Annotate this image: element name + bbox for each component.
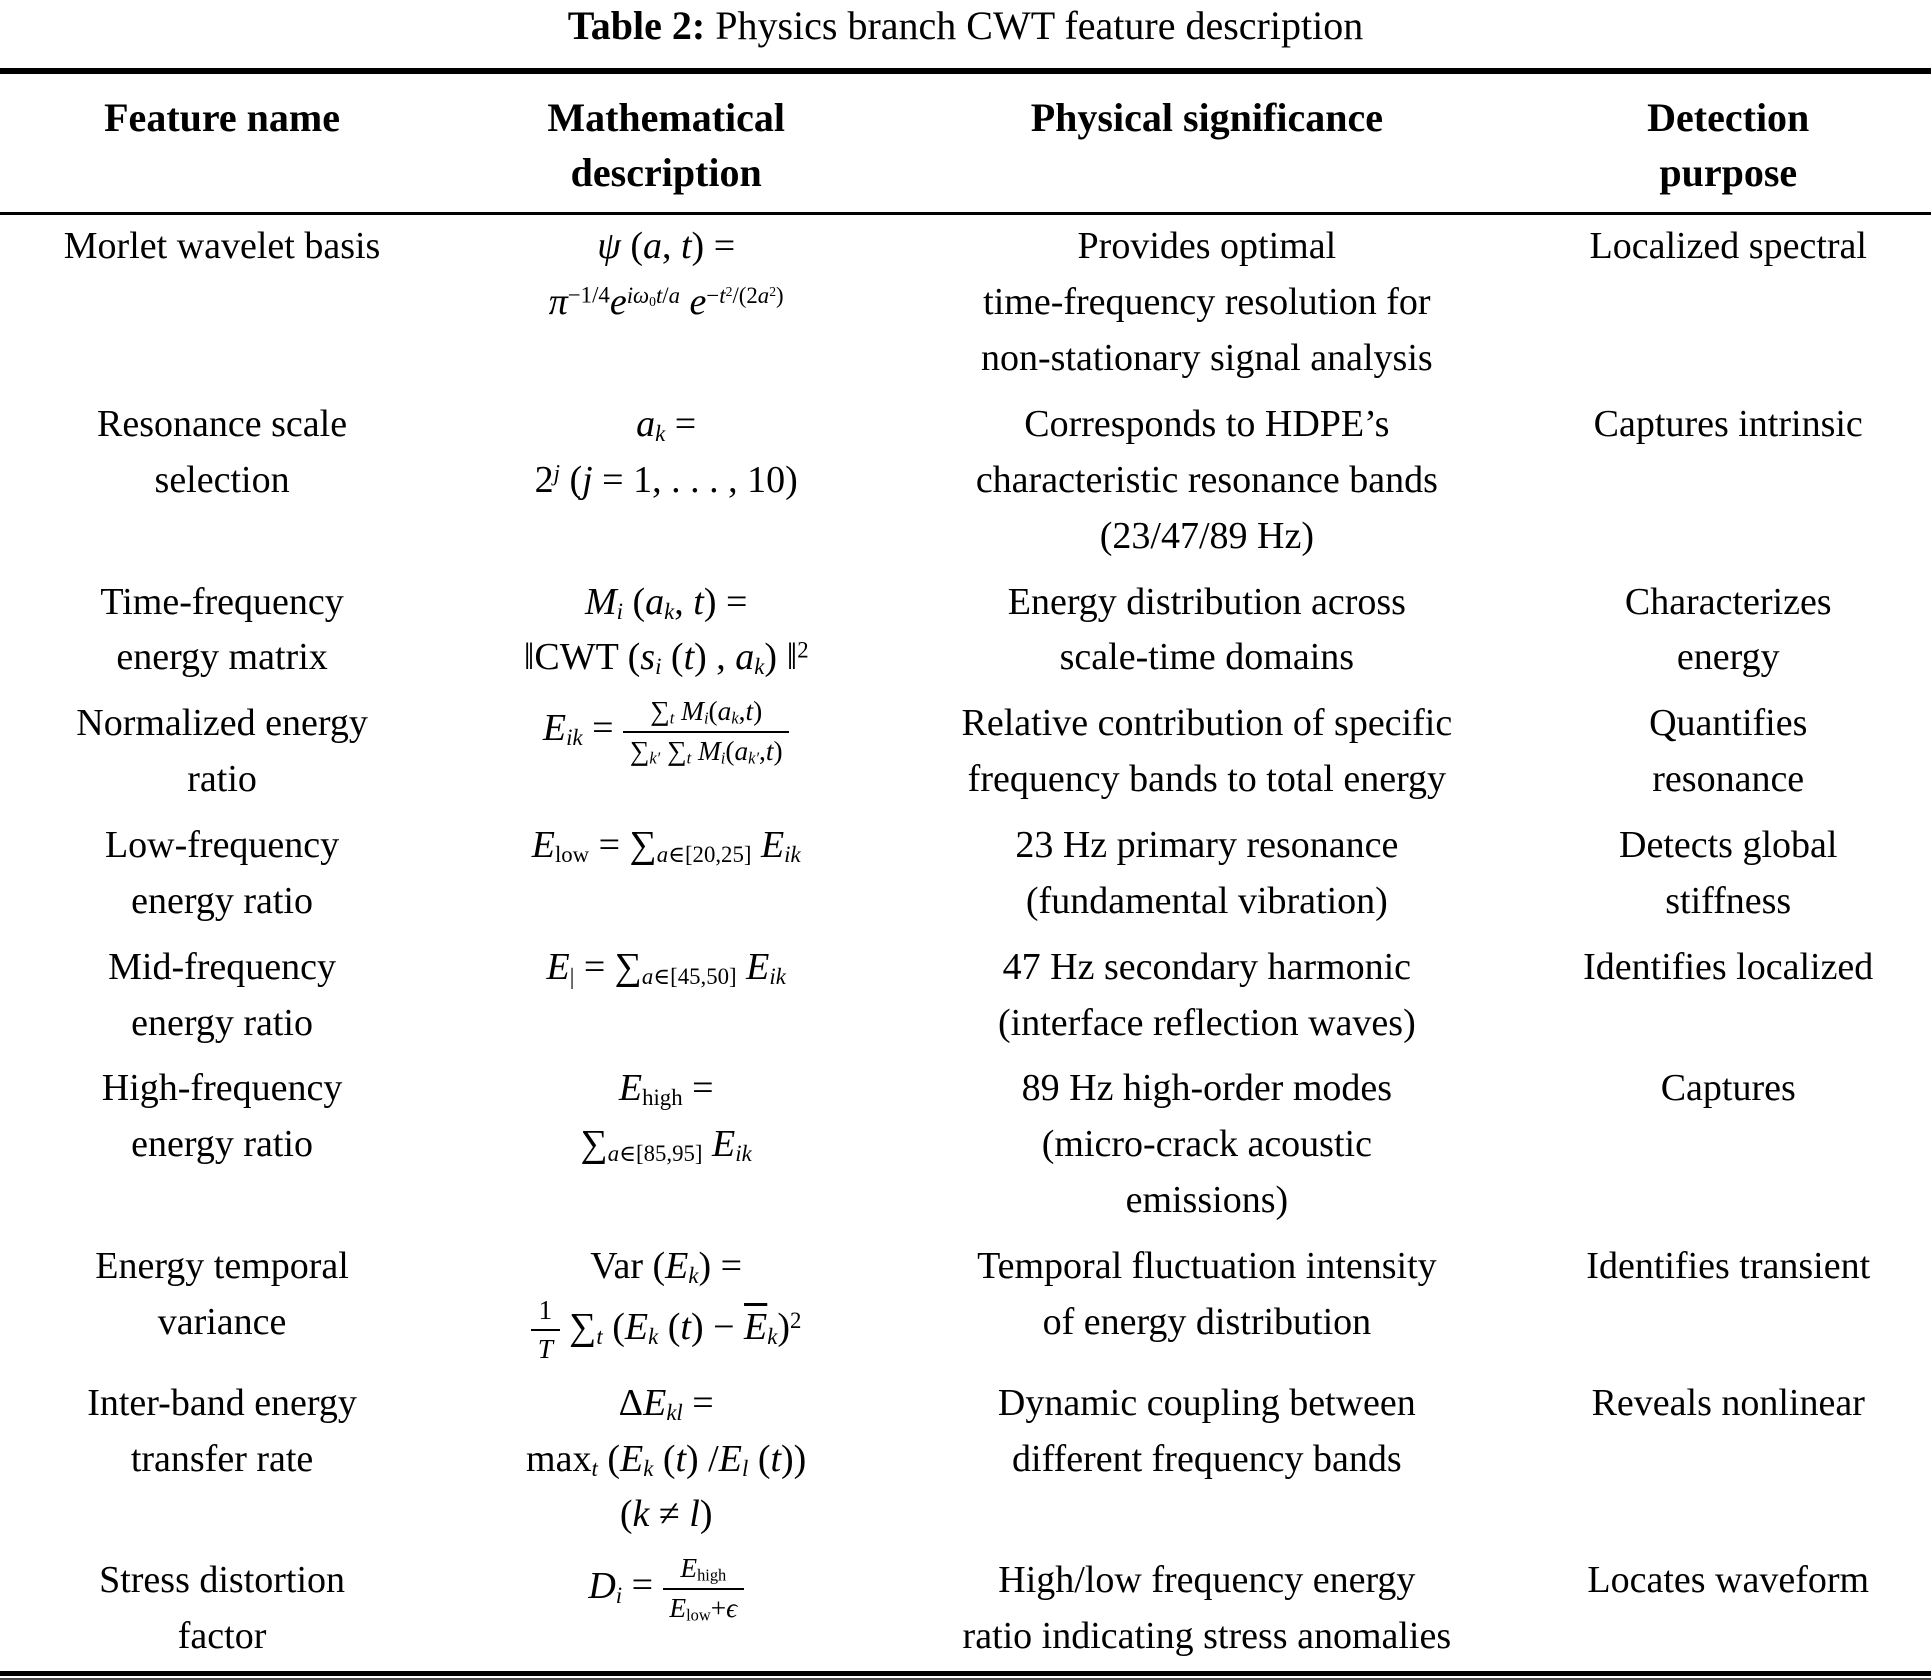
math-description-cell: $M_i$ ($a_k$, t) = ‖CWT ($s_i$ (t) , $a_k$) ‖$^2$ <box>523 580 809 680</box>
physical-significance-cell: Dynamic coupling between different frequency bands <box>997 1381 1416 1480</box>
column-header-line: Mathematical <box>547 95 786 140</box>
column-header-detection-purpose <box>1525 71 1931 214</box>
math-description-cell: $E_{high}$ = $\sum_{a\in[85,95]}$ $E_{ik}$ <box>580 1067 752 1167</box>
feature-name-cell: Time-frequency energy matrix <box>100 580 344 679</box>
feature-name-cell: High-frequency energy ratio <box>101 1067 343 1166</box>
table-caption-text: Physics branch CWT feature description <box>715 3 1364 48</box>
physical-significance-cell: Relative contribution of specific frequency bands to total energy <box>961 702 1453 801</box>
feature-name-cell: Energy temporal variance <box>95 1244 349 1343</box>
feature-table <box>0 68 1931 1671</box>
column-header-mathematical-description <box>444 71 888 214</box>
table-caption <box>0 2 1931 50</box>
detection-purpose-cell: Reveals nonlinear <box>1591 1381 1865 1424</box>
physical-significance-cell: 47 Hz secondary harmonic (interface reflection waves) <box>997 945 1416 1044</box>
feature-name-cell: Mid-frequency energy ratio <box>108 945 337 1044</box>
column-header-line: purpose <box>1659 150 1798 196</box>
feature-name-cell: Low-frequency energy ratio <box>104 823 340 922</box>
table-header-row <box>0 71 1931 214</box>
table-row <box>0 1372 1931 1550</box>
table-row <box>0 936 1931 1058</box>
detection-purpose-cell: Quantifies resonance <box>1649 702 1808 801</box>
math-description-cell: Var $(E_k)$ = $\frac{1}{T}$ $\sum_t$ ($E_k$ $(t) - \overline{E}_k)^2$ <box>444 1235 888 1372</box>
column-header-line: description <box>570 150 762 196</box>
feature-name-cell: Morlet wavelet basis <box>63 225 381 268</box>
feature-name-cell: Resonance scale selection <box>97 402 348 501</box>
table-row <box>0 692 1931 814</box>
physical-significance-cell: Energy distribution across scale-time domains <box>1007 580 1406 679</box>
table-row <box>0 1235 1931 1372</box>
table-caption-label: Table 2: <box>567 3 706 48</box>
table-header <box>0 71 1931 214</box>
column-header-physical-significance <box>888 71 1525 214</box>
detection-purpose-cell: Identifies localized <box>1583 945 1874 988</box>
detection-purpose-cell: Captures <box>1660 1067 1796 1110</box>
detection-purpose-cell: Captures intrinsic <box>1593 402 1863 445</box>
table-row <box>0 214 1931 393</box>
table-row <box>0 1549 1931 1671</box>
detection-purpose-cell: Detects global stiffness <box>1619 823 1838 922</box>
physical-significance-cell: Provides optimal time-frequency resolution for non-stationary signal analysis <box>981 225 1433 380</box>
feature-name-cell: Inter-band energy transfer rate <box>87 1381 357 1480</box>
physical-significance-cell: 89 Hz high-order modes (micro-crack acoustic emissions) <box>1021 1067 1393 1222</box>
column-header-line: Detection <box>1647 95 1810 140</box>
physical-significance-cell: High/low frequency energy ratio indicating stress anomalies <box>962 1559 1452 1658</box>
table-bottom-rule-thick <box>0 1671 1931 1676</box>
table-body <box>0 214 1931 1671</box>
math-description-cell: $E_| = \sum_{a\in[45,50]}$ $E_{ik}$ <box>546 945 786 989</box>
math-description-cell: ψ (a, t) = $\pi^{-1/4}e^{i\omega_0t/a}$ $e^{-t^2/(2a^2)}$ <box>548 225 784 324</box>
detection-purpose-cell: Identifies transient <box>1586 1244 1871 1287</box>
math-description-cell: $E_{low} = \sum_{a\in[20,25]}$ $E_{ik}$ <box>531 823 801 867</box>
table-row <box>0 393 1931 571</box>
math-description-cell: $\Delta E_{kl}$ = $\max_t (E_k$ (t) $/E_l$ (t)) (k ≠ l) <box>526 1381 807 1536</box>
column-header-feature-name <box>0 71 444 214</box>
math-description-cell: $E_{ik}$ = $\frac{\sum_t M_i(a_k,t)}{\sum_{k'} \sum_t M_i(a_{k'},t)}$ <box>444 692 888 814</box>
feature-name-cell: Stress distortion factor <box>99 1559 346 1658</box>
detection-purpose-cell: Localized spectral <box>1589 225 1867 268</box>
table-row <box>0 571 1931 693</box>
table-row <box>0 814 1931 936</box>
math-description-cell: $a_k$ = $2^j$ (j = 1, . . . , 10) <box>534 402 798 501</box>
table-row <box>0 1057 1931 1235</box>
column-header-line: Feature name <box>104 95 340 140</box>
physical-significance-cell: 23 Hz primary resonance (fundamental vibration) <box>1015 823 1399 922</box>
math-description-cell: $D_i$ = $\frac{E_{high}}{E_{low}+\epsilon}$ <box>444 1549 888 1671</box>
column-header-line: Physical significance <box>1030 95 1383 140</box>
physical-significance-cell: Temporal fluctuation intensity of energy distribution <box>977 1244 1437 1343</box>
detection-purpose-cell: Locates waveform <box>1587 1559 1870 1602</box>
detection-purpose-cell: Characterizes energy <box>1624 580 1832 679</box>
feature-name-cell: Normalized energy ratio <box>76 702 368 801</box>
physical-significance-cell: Corresponds to HDPE’s characteristic resonance bands (23/47/89 Hz) <box>975 402 1438 557</box>
